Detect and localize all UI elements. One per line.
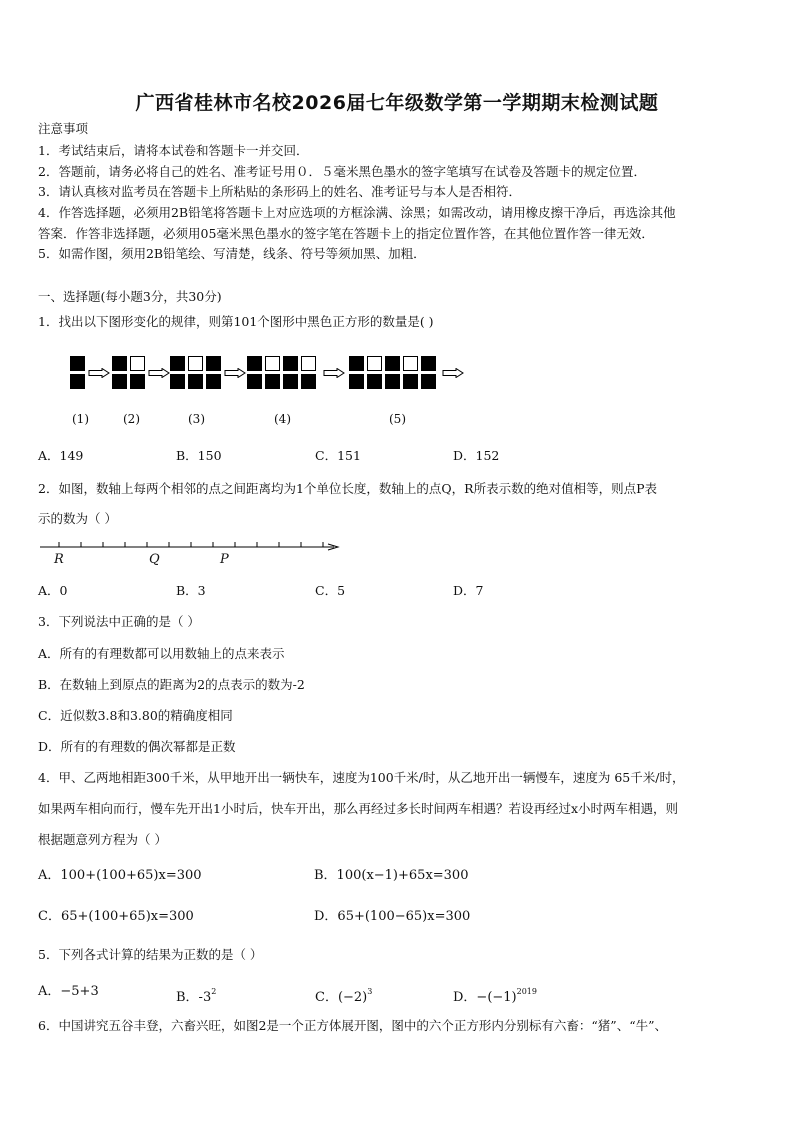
figure-label: (4) (274, 412, 291, 426)
q5-option-d (453, 984, 537, 1006)
note-item: 2．答题前，请务必将自己的姓名、准考证号用０．５毫米黑色墨水的签字笔填写在试卷及答题卡的规定位置． (38, 164, 646, 179)
black-square (170, 374, 185, 389)
point-q-label: Q (149, 552, 160, 567)
black-square (112, 356, 127, 371)
note-item: 3．请认真核对监考员在答题卡上所粘贴的条形码上的姓名、准考证号与本人是否相符． (38, 184, 521, 199)
note-item: 5．如需作图，须用2B铅笔绘、写清楚，线条、符号等须加黑、加粗． (38, 246, 426, 261)
white-square (367, 356, 382, 371)
q5-option-c-base: C．(−2) (315, 990, 368, 1005)
arrow-right-icon (323, 368, 345, 378)
section-heading: 一、选择题(每小题3分，共30分) (38, 289, 222, 304)
arrow-right-icon (224, 368, 246, 378)
number-line (38, 536, 343, 552)
notes-heading: 注意事项 (38, 121, 89, 136)
black-square (170, 356, 185, 371)
q1-option-b: B．150 (176, 448, 222, 463)
black-square (283, 374, 298, 389)
q3-option-c: C．近似数3.8和3.80的精确度相同 (38, 708, 233, 723)
black-square (385, 374, 400, 389)
black-square (112, 374, 127, 389)
q1-stem: 1．找出以下图形变化的规律，则第101个图形中黑色正方形的数量是( ) (38, 314, 434, 329)
q1-option-d: D．152 (453, 448, 500, 463)
point-r-label: R (54, 552, 64, 567)
page-title: 广西省桂林市名校2026届七年级数学第一学期期末检测试题 (135, 92, 659, 114)
black-square (349, 356, 364, 371)
q3-option-a: A．所有的有理数都可以用数轴上的点来表示 (38, 646, 285, 661)
black-square (70, 356, 85, 371)
white-square (403, 356, 418, 371)
black-square (247, 356, 262, 371)
black-square (265, 374, 280, 389)
q2-option-c: C．5 (315, 583, 346, 598)
q5-option-d-exponent: 2019 (516, 987, 537, 996)
q3-option-d: D．所有的有理数的偶次幂都是正数 (38, 739, 236, 754)
black-square (385, 356, 400, 371)
note-item: 4．作答选择题，必须用2B铅笔将答题卡上对应选项的方框涂满、涂黑；如需改动，请用橡皮擦干净后，再选涂其他 (38, 205, 676, 220)
q5-option-c (315, 984, 372, 1006)
q4-option-d: D．65+(100−65)x=300 (314, 909, 471, 924)
q5-option-a: A．−5+3 (38, 984, 99, 999)
black-square (130, 374, 145, 389)
q2-option-b: B．3 (176, 583, 206, 598)
note-item: 答案．作答非选择题，必须用05毫米黑色墨水的签字笔在答题卡上的指定位置作答，在其他位置作答一律无效． (38, 226, 654, 241)
q5-option-d-base: D．−(−1) (453, 990, 517, 1005)
q4-stem: 如果两车相向而行，慢车先开出1小时后，快车开出，那么再经过多长时间两车相遇？若设再经过x小时两车相遇，则 (38, 801, 679, 816)
q2-option-d: D．7 (453, 583, 484, 598)
point-p-label: P (220, 552, 229, 567)
arrow-right-icon (148, 368, 170, 378)
black-square (188, 374, 203, 389)
q6-stem: 6．中国讲究五谷丰登，六畜兴旺，如图2是一个正方体展开图，图中的六个正方形内分别标有六畜：“猪”、“牛”、 (38, 1018, 667, 1033)
white-square (130, 356, 145, 371)
white-square (265, 356, 280, 371)
black-square (421, 356, 436, 371)
q5-stem: 5．下列各式计算的结果为正数的是（ ） (38, 947, 263, 962)
black-square (283, 356, 298, 371)
black-square (70, 374, 85, 389)
white-square (301, 356, 316, 371)
black-square (206, 374, 221, 389)
black-square (421, 374, 436, 389)
black-square (367, 374, 382, 389)
q2-stem: 示的数为（ ） (38, 511, 117, 526)
arrow-right-icon (88, 368, 110, 378)
q5-option-b-base: B．-3 (176, 990, 212, 1005)
q3-option-b: B．在数轴上到原点的距离为2的点表示的数为-2 (38, 677, 305, 692)
q4-option-a: A．100+(100+65)x=300 (38, 868, 202, 883)
figure-label: (5) (389, 412, 406, 426)
q4-option-b: B．100(x−1)+65x=300 (314, 868, 469, 883)
figure-label: (2) (123, 412, 140, 426)
q4-stem: 4．甲、乙两地相距300千米，从甲地开出一辆快车，速度为100千米/时，从乙地开出一辆慢车，速度为 65千米/时， (38, 770, 685, 785)
figure-label: (3) (188, 412, 205, 426)
black-square (349, 374, 364, 389)
q5-option-b (176, 984, 216, 1006)
black-square (403, 374, 418, 389)
q5-option-b-exponent: 2 (211, 987, 217, 996)
black-square (247, 374, 262, 389)
figure-label: (1) (72, 412, 89, 426)
q1-option-a: A．149 (38, 448, 84, 463)
q2-stem: 2．如图，数轴上每两个相邻的点之间距离均为1个单位长度，数轴上的点Q，R所表示数的绝对值相等，则点P表 (38, 481, 657, 496)
black-square (206, 356, 221, 371)
q5-option-c-exponent: 3 (367, 987, 373, 996)
q3-stem: 3．下列说法中正确的是（ ） (38, 614, 200, 629)
q4-option-c: C．65+(100+65)x=300 (38, 909, 194, 924)
arrow-right-icon (442, 368, 464, 378)
q1-option-c: C．151 (315, 448, 361, 463)
black-square (301, 374, 316, 389)
note-item: 1．考试结束后，请将本试卷和答题卡一并交回． (38, 143, 309, 158)
white-square (188, 356, 203, 371)
q2-option-a: A．0 (38, 583, 68, 598)
q4-stem: 根据题意列方程为（ ） (38, 832, 167, 847)
